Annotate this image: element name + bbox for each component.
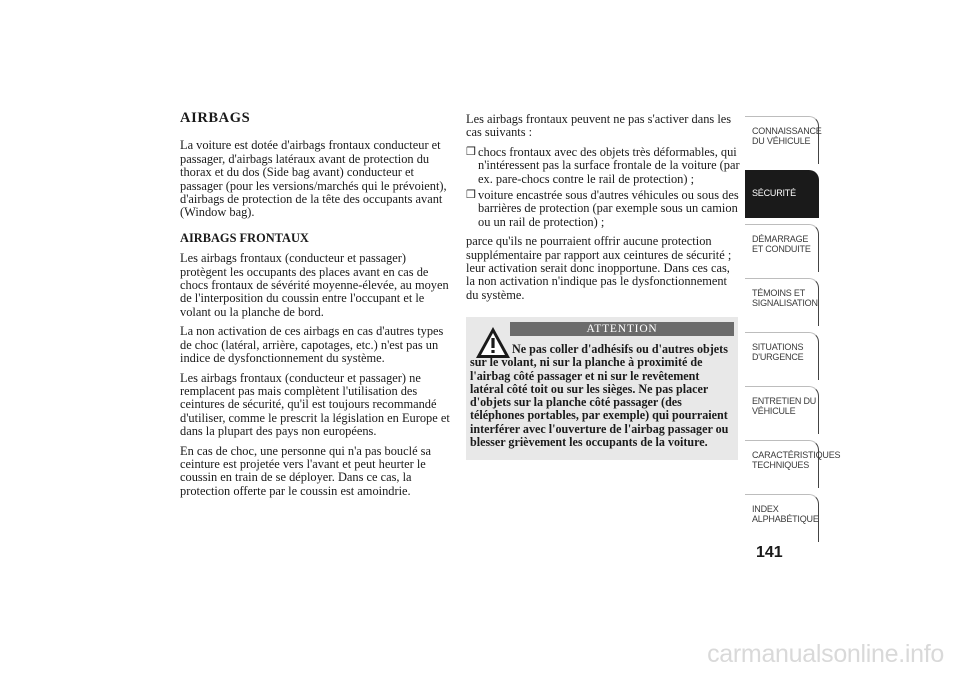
right-outro-paragraph: parce qu'ils ne pourraient offrir aucune protection supplémentaire par rapport aux ceintures de sécurité ; leur activation serait donc inopportune. Dans ces cas, la non activation n'indique pas le dysfonctionnement du système. <box>466 234 732 302</box>
warning-box <box>466 317 738 460</box>
paragraph-3: Les airbags frontaux (conducteur et passager) ne remplacent pas mais complètent l'utilisation des ceintures de sécurité, qu'il est toujours recommandé d'utiliser, comme le prescrit la législation en Europe et dans la plupart des pays non européens. <box>180 370 450 439</box>
tab-caracteristiques-techniques[interactable]: CARACTÉRISTIQUES TECHNIQUES <box>745 440 819 488</box>
bullet-text: chocs frontaux avec des objets très déformables, qui n'intéressent pas la surface frontale de la voiture (par ex. pare-chocs contre le rail de protection) ; <box>478 144 740 186</box>
bullet-text: voiture encastrée sous d'autres véhicules ou sous des barrières de protection (par exemple sous un camion ou un rail de protection) ; <box>478 188 739 229</box>
checkbox-bullet-icon: ❒ <box>466 145 476 158</box>
tab-situations-d-urgence[interactable]: SITUATIONS D'URGENCE <box>745 332 819 380</box>
tab-temoins-et-signalisation[interactable]: TÉMOINS ET SIGNALISATION <box>745 278 819 326</box>
warning-text: Ne pas coller d'adhésifs ou d'autres objets sur le volant, ni sur la planche à proximité de l'airbag côté passager et ni sur le revêtement latéral côté toit ou sur les sièges. Ne pas placer d'objets sur la planche côté passager (des téléphones portables, par exemple) qui pourraient interférer avec l'ouverture de l'airbag passager ou blesser grièvement les occupants de la voiture. <box>470 342 729 450</box>
warning-header: ATTENTION <box>510 322 734 336</box>
right-column <box>466 113 740 308</box>
tab-entretien-du-vehicule[interactable]: ENTRETIEN DU VÉHICULE <box>745 386 819 434</box>
paragraph-2: La non activation de ces airbags en cas d'autres types de choc (latéral, arrière, capotages, etc.) n'est pas un indice de dysfonctionnement du système. <box>180 324 444 366</box>
paragraph-4: En cas de choc, une personne qui n'a pas bouclé sa ceinture est projetée vers l'avant et peut heurter le coussin en train de se déployer. Dans ce cas, la protection offerte par le coussin est amoindrie. <box>180 443 431 498</box>
watermark: carmanualsonline.info <box>707 640 944 668</box>
page-number: 141 <box>756 544 783 561</box>
checkbox-bullet-icon: ❒ <box>466 189 476 202</box>
bullet-list <box>466 146 740 229</box>
tab-demarrage-et-conduite[interactable]: DÉMARRAGE ET CONDUITE <box>745 224 819 272</box>
section-title: AIRBAGS <box>180 110 251 126</box>
list-item <box>466 146 740 186</box>
tab-securite[interactable]: SÉCURITÉ <box>745 170 819 218</box>
tab-index-alphabetique[interactable]: INDEX ALPHABÉTIQUE <box>745 494 819 542</box>
list-item <box>466 189 740 229</box>
paragraph-1: Les airbags frontaux (conducteur et passager) protègent les occupants des places avant en cas de chocs frontaux de sévérité moyenne-élevée, au moyen de l'interposition du coussin entre l'occupant et le volant ou la planche de bord. <box>180 251 449 319</box>
left-column <box>180 112 452 504</box>
chapter-tabs <box>745 116 841 548</box>
tab-connaissance-du-vehicule[interactable]: CONNAISSANCE DU VÉHICULE <box>745 116 819 164</box>
intro-paragraph: La voiture est dotée d'airbags frontaux conducteur et passager, d'airbags latéraux avant de protection du thorax et du dos (Side bag avant) conducteur et passager (pour les versions/marchés qui le prévoient), d'airbags de protection de la tête des occupants avant (Window bag). <box>180 138 447 220</box>
subsection-title: AIRBAGS FRONTAUX <box>180 230 309 245</box>
right-intro-paragraph: Les airbags frontaux peuvent ne pas s'activer dans les cas suivants : <box>466 112 732 140</box>
